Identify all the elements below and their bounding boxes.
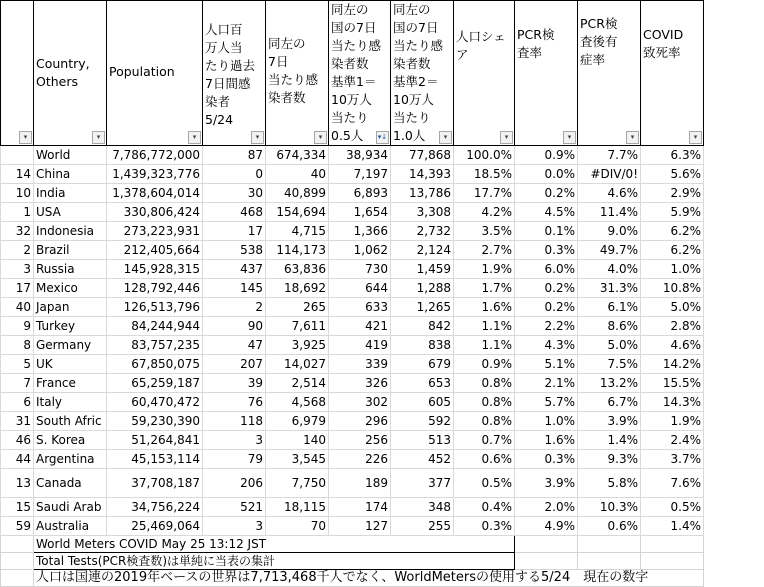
value-cell-death[interactable]: 6.3% <box>641 146 704 165</box>
table-row <box>1 336 704 355</box>
filter-dropdown-icon[interactable]: ▾ <box>251 131 264 144</box>
value-cell-pcr[interactable]: 0.2% <box>515 279 578 298</box>
value-cell-population[interactable]: 273,223,931 <box>107 222 203 241</box>
rank-cell[interactable]: 46 <box>1 431 34 450</box>
value-cell-p2[interactable]: 6,979 <box>266 412 329 431</box>
value-cell-population[interactable]: 25,469,064 <box>107 517 203 536</box>
value-cell-p4[interactable]: 77,868 <box>391 146 454 165</box>
rank-cell[interactable]: 5 <box>1 355 34 374</box>
value-cell-p3[interactable]: 421 <box>329 317 391 336</box>
value-cell-population[interactable]: 37,708,187 <box>107 469 203 498</box>
column-header-label: 人口百 万人当 たり過去 7日間感 染者 5/24 <box>205 22 256 127</box>
table-row <box>1 498 704 517</box>
country-cell[interactable]: UK <box>34 355 107 374</box>
rank-cell[interactable]: 31 <box>1 412 34 431</box>
column-header-p3[interactable] <box>329 1 391 146</box>
value-cell-p3[interactable]: 419 <box>329 336 391 355</box>
value-cell-p2[interactable]: 674,334 <box>266 146 329 165</box>
value-cell-p2[interactable]: 265 <box>266 298 329 317</box>
filter-dropdown-icon[interactable]: ▾ <box>188 131 201 144</box>
value-cell-p1[interactable]: 76 <box>203 393 266 412</box>
value-cell-p4[interactable]: 3,308 <box>391 203 454 222</box>
value-cell-p3[interactable]: 644 <box>329 279 391 298</box>
column-header-death[interactable] <box>641 1 704 146</box>
rank-cell[interactable]: 44 <box>1 450 34 469</box>
value-cell-pcrpos[interactable]: 5.0% <box>578 336 641 355</box>
column-header-pcrpos[interactable] <box>578 1 641 146</box>
table-row <box>1 203 704 222</box>
value-cell-pcrpos[interactable]: #DIV/0! <box>578 165 641 184</box>
value-cell-share[interactable]: 0.6% <box>454 450 515 469</box>
table-row <box>1 241 704 260</box>
value-cell-p2[interactable]: 14,027 <box>266 355 329 374</box>
value-cell-p1[interactable]: 2 <box>203 298 266 317</box>
table-row <box>1 469 704 498</box>
value-cell-pcrpos[interactable]: 6.7% <box>578 393 641 412</box>
value-cell-p3[interactable]: 1,654 <box>329 203 391 222</box>
value-cell-population[interactable]: 145,928,315 <box>107 260 203 279</box>
value-cell-p1[interactable]: 437 <box>203 260 266 279</box>
table-row <box>1 298 704 317</box>
value-cell-population[interactable]: 330,806,424 <box>107 203 203 222</box>
value-cell-pcrpos[interactable]: 6.1% <box>578 298 641 317</box>
value-cell-p3[interactable]: 1,062 <box>329 241 391 260</box>
value-cell-pcrpos[interactable]: 5.8% <box>578 469 641 498</box>
value-cell-death[interactable]: 14.2% <box>641 355 704 374</box>
table-row <box>1 146 704 165</box>
column-header-label: COVID 致死率 <box>643 27 684 60</box>
country-cell[interactable]: Japan <box>34 298 107 317</box>
value-cell-death[interactable]: 6.2% <box>641 222 704 241</box>
value-cell-p1[interactable]: 79 <box>203 450 266 469</box>
column-header-label: Population <box>109 64 175 79</box>
value-cell-population[interactable]: 212,405,664 <box>107 241 203 260</box>
table-row <box>1 279 704 298</box>
filter-dropdown-icon[interactable]: ▾ <box>689 131 702 144</box>
filter-dropdown-icon[interactable]: ▾ <box>314 131 327 144</box>
value-cell-pcr[interactable]: 1.0% <box>515 412 578 431</box>
value-cell-pcr[interactable]: 0.3% <box>515 241 578 260</box>
value-cell-share[interactable]: 0.4% <box>454 498 515 517</box>
rank-cell[interactable]: 17 <box>1 279 34 298</box>
table-row <box>1 412 704 431</box>
value-cell-share[interactable]: 0.5% <box>454 469 515 498</box>
value-cell-p1[interactable]: 87 <box>203 146 266 165</box>
value-cell-p3[interactable]: 256 <box>329 431 391 450</box>
value-cell-pcr[interactable]: 4.9% <box>515 517 578 536</box>
value-cell-pcrpos[interactable]: 10.3% <box>578 498 641 517</box>
value-cell-death[interactable]: 2.8% <box>641 317 704 336</box>
column-header-p4[interactable] <box>391 1 454 146</box>
value-cell-p3[interactable]: 6,893 <box>329 184 391 203</box>
note-source[interactable]: World Meters COVID May 25 13:12 JST <box>34 536 515 553</box>
value-cell-pcr[interactable]: 0.3% <box>515 450 578 469</box>
value-cell-death[interactable]: 2.4% <box>641 431 704 450</box>
value-cell-p1[interactable]: 145 <box>203 279 266 298</box>
value-cell-death[interactable]: 5.9% <box>641 203 704 222</box>
value-cell-p2[interactable]: 7,750 <box>266 469 329 498</box>
value-cell-p3[interactable]: 326 <box>329 374 391 393</box>
filter-dropdown-icon[interactable]: ▾ <box>626 131 639 144</box>
value-cell-death[interactable]: 5.6% <box>641 165 704 184</box>
value-cell-population[interactable]: 60,470,472 <box>107 393 203 412</box>
value-cell-pcrpos[interactable]: 49.7% <box>578 241 641 260</box>
value-cell-share[interactable]: 3.5% <box>454 222 515 241</box>
value-cell-population[interactable]: 126,513,796 <box>107 298 203 317</box>
country-cell[interactable]: Turkey <box>34 317 107 336</box>
value-cell-pcr[interactable]: 5.1% <box>515 355 578 374</box>
value-cell-p4[interactable]: 653 <box>391 374 454 393</box>
value-cell-population[interactable]: 7,786,772,000 <box>107 146 203 165</box>
rank-cell[interactable]: 7 <box>1 374 34 393</box>
rank-cell[interactable]: 3 <box>1 260 34 279</box>
value-cell-population[interactable]: 51,264,841 <box>107 431 203 450</box>
value-cell-share[interactable]: 0.8% <box>454 393 515 412</box>
value-cell-p4[interactable]: 592 <box>391 412 454 431</box>
value-cell-death[interactable]: 6.2% <box>641 241 704 260</box>
table-row <box>1 165 704 184</box>
column-header-label: PCR検 査率 <box>517 27 555 60</box>
column-header-population[interactable] <box>107 1 203 146</box>
value-cell-share[interactable]: 18.5% <box>454 165 515 184</box>
value-cell-death[interactable]: 4.6% <box>641 336 704 355</box>
value-cell-death[interactable]: 1.4% <box>641 517 704 536</box>
column-header-label: 同左の 国の7日 当たり感 染者数 基準2＝ 10万人 当たり 1.0人 <box>393 2 444 143</box>
value-cell-share[interactable]: 0.8% <box>454 374 515 393</box>
value-cell-share[interactable]: 17.7% <box>454 184 515 203</box>
table-row <box>1 317 704 336</box>
note-population[interactable]: 人口は国連の2019年ベースの世界は7,713,468千人でなく、WorldMetersの使用する5/24 現在の数字 <box>34 570 704 587</box>
value-cell-p3[interactable]: 339 <box>329 355 391 374</box>
value-cell-p2[interactable]: 18,692 <box>266 279 329 298</box>
value-cell-p2[interactable]: 114,173 <box>266 241 329 260</box>
value-cell-p2[interactable]: 63,836 <box>266 260 329 279</box>
value-cell-pcrpos[interactable]: 9.0% <box>578 222 641 241</box>
rank-cell[interactable]: 13 <box>1 469 34 498</box>
value-cell-share[interactable]: 100.0% <box>454 146 515 165</box>
country-cell[interactable]: Saudi Arab <box>34 498 107 517</box>
value-cell-p3[interactable]: 189 <box>329 469 391 498</box>
value-cell-p2[interactable]: 18,115 <box>266 498 329 517</box>
column-header-idx[interactable] <box>1 1 34 146</box>
filter-sort-icon[interactable]: ▾↓ <box>376 131 389 144</box>
value-cell-pcrpos[interactable]: 4.0% <box>578 260 641 279</box>
value-cell-p4[interactable]: 605 <box>391 393 454 412</box>
country-cell[interactable]: France <box>34 374 107 393</box>
value-cell-pcrpos[interactable]: 11.4% <box>578 203 641 222</box>
column-header-label: 人口シェ ア <box>456 29 506 62</box>
rank-cell[interactable]: 15 <box>1 498 34 517</box>
table-row <box>1 355 704 374</box>
value-cell-pcrpos[interactable]: 31.3% <box>578 279 641 298</box>
value-cell-pcr[interactable]: 2.2% <box>515 317 578 336</box>
value-cell-pcrpos[interactable]: 13.2% <box>578 374 641 393</box>
value-cell-p4[interactable]: 838 <box>391 336 454 355</box>
value-cell-death[interactable]: 1.0% <box>641 260 704 279</box>
value-cell-population[interactable]: 65,259,187 <box>107 374 203 393</box>
table-row <box>1 450 704 469</box>
country-cell[interactable]: Argentina <box>34 450 107 469</box>
value-cell-p4[interactable]: 1,459 <box>391 260 454 279</box>
value-cell-p3[interactable]: 127 <box>329 517 391 536</box>
value-cell-share[interactable]: 1.9% <box>454 260 515 279</box>
value-cell-p4[interactable]: 679 <box>391 355 454 374</box>
table-row <box>1 184 704 203</box>
table-row <box>1 260 704 279</box>
note-row-2 <box>1 553 704 570</box>
value-cell-p2[interactable]: 140 <box>266 431 329 450</box>
value-cell-p4[interactable]: 13,786 <box>391 184 454 203</box>
value-cell-p2[interactable]: 7,611 <box>266 317 329 336</box>
rank-cell[interactable]: 14 <box>1 165 34 184</box>
country-cell[interactable]: Australia <box>34 517 107 536</box>
column-header-pcr[interactable] <box>515 1 578 146</box>
value-cell-p3[interactable]: 226 <box>329 450 391 469</box>
value-cell-p4[interactable]: 452 <box>391 450 454 469</box>
value-cell-pcrpos[interactable]: 7.5% <box>578 355 641 374</box>
value-cell-pcrpos[interactable]: 3.9% <box>578 412 641 431</box>
value-cell-population[interactable]: 1,378,604,014 <box>107 184 203 203</box>
value-cell-pcrpos[interactable]: 1.4% <box>578 431 641 450</box>
value-cell-share[interactable]: 0.8% <box>454 412 515 431</box>
country-cell[interactable]: Russia <box>34 260 107 279</box>
country-cell[interactable]: S. Korea <box>34 431 107 450</box>
country-cell[interactable]: Germany <box>34 336 107 355</box>
value-cell-pcr[interactable]: 5.7% <box>515 393 578 412</box>
value-cell-p3[interactable]: 633 <box>329 298 391 317</box>
value-cell-p4[interactable]: 2,124 <box>391 241 454 260</box>
value-cell-p4[interactable]: 377 <box>391 469 454 498</box>
rank-cell[interactable]: 40 <box>1 298 34 317</box>
value-cell-pcr[interactable]: 2.0% <box>515 498 578 517</box>
country-cell[interactable]: Canada <box>34 469 107 498</box>
value-cell-pcr[interactable]: 3.9% <box>515 469 578 498</box>
value-cell-p3[interactable]: 296 <box>329 412 391 431</box>
value-cell-p1[interactable]: 538 <box>203 241 266 260</box>
value-cell-p2[interactable]: 4,715 <box>266 222 329 241</box>
value-cell-p2[interactable]: 4,568 <box>266 393 329 412</box>
value-cell-population[interactable]: 84,244,944 <box>107 317 203 336</box>
value-cell-p2[interactable]: 40 <box>266 165 329 184</box>
value-cell-p1[interactable]: 17 <box>203 222 266 241</box>
column-header-p2[interactable] <box>266 1 329 146</box>
value-cell-pcr[interactable]: 1.6% <box>515 431 578 450</box>
value-cell-death[interactable]: 5.0% <box>641 298 704 317</box>
column-header-share[interactable] <box>454 1 515 146</box>
value-cell-pcr[interactable]: 6.0% <box>515 260 578 279</box>
value-cell-pcr[interactable]: 0.2% <box>515 298 578 317</box>
value-cell-p3[interactable]: 730 <box>329 260 391 279</box>
value-cell-population[interactable]: 67,850,075 <box>107 355 203 374</box>
value-cell-share[interactable]: 0.7% <box>454 431 515 450</box>
value-cell-death[interactable]: 1.9% <box>641 412 704 431</box>
value-cell-share[interactable]: 0.9% <box>454 355 515 374</box>
value-cell-population[interactable]: 45,153,114 <box>107 450 203 469</box>
rank-cell[interactable]: 32 <box>1 222 34 241</box>
value-cell-p1[interactable]: 468 <box>203 203 266 222</box>
value-cell-death[interactable]: 2.9% <box>641 184 704 203</box>
value-cell-death[interactable]: 3.7% <box>641 450 704 469</box>
country-cell[interactable]: Italy <box>34 393 107 412</box>
value-cell-p4[interactable]: 1,265 <box>391 298 454 317</box>
country-cell[interactable]: Indonesia <box>34 222 107 241</box>
column-header-label: 同左の 7日 当たり感 染者数 <box>268 36 319 105</box>
value-cell-population[interactable]: 128,792,446 <box>107 279 203 298</box>
value-cell-death[interactable]: 10.8% <box>641 279 704 298</box>
value-cell-pcrpos[interactable]: 0.6% <box>578 517 641 536</box>
value-cell-p1[interactable]: 3 <box>203 431 266 450</box>
rank-cell[interactable]: 1 <box>1 203 34 222</box>
value-cell-p4[interactable]: 255 <box>391 517 454 536</box>
value-cell-p3[interactable]: 174 <box>329 498 391 517</box>
column-header-label: PCR検 査後有 症率 <box>580 16 618 67</box>
value-cell-p3[interactable]: 1,366 <box>329 222 391 241</box>
value-cell-pcr[interactable]: 0.0% <box>515 165 578 184</box>
value-cell-p4[interactable]: 842 <box>391 317 454 336</box>
value-cell-share[interactable]: 2.7% <box>454 241 515 260</box>
value-cell-p2[interactable]: 2,514 <box>266 374 329 393</box>
value-cell-share[interactable]: 1.6% <box>454 298 515 317</box>
value-cell-share[interactable]: 1.1% <box>454 336 515 355</box>
filter-dropdown-icon[interactable]: ▾ <box>439 131 452 144</box>
country-cell[interactable]: Brazil <box>34 241 107 260</box>
value-cell-share[interactable]: 4.2% <box>454 203 515 222</box>
note-tests[interactable]: Total Tests(PCR検査数)は単純に当表の集計 <box>34 553 515 570</box>
filter-dropdown-icon[interactable]: ▾ <box>19 131 32 144</box>
filter-dropdown-icon[interactable]: ▾ <box>563 131 576 144</box>
value-cell-death[interactable]: 0.5% <box>641 498 704 517</box>
value-cell-p1[interactable]: 207 <box>203 355 266 374</box>
value-cell-population[interactable]: 1,439,323,776 <box>107 165 203 184</box>
value-cell-p4[interactable]: 348 <box>391 498 454 517</box>
rank-cell[interactable]: 2 <box>1 241 34 260</box>
value-cell-p1[interactable]: 39 <box>203 374 266 393</box>
value-cell-p1[interactable]: 0 <box>203 165 266 184</box>
header-row <box>1 1 704 146</box>
value-cell-p1[interactable]: 118 <box>203 412 266 431</box>
value-cell-pcrpos[interactable]: 4.6% <box>578 184 641 203</box>
value-cell-p2[interactable]: 70 <box>266 517 329 536</box>
value-cell-p1[interactable]: 521 <box>203 498 266 517</box>
note-row-1 <box>1 536 704 553</box>
value-cell-share[interactable]: 1.7% <box>454 279 515 298</box>
table-row <box>1 431 704 450</box>
value-cell-p1[interactable]: 30 <box>203 184 266 203</box>
rank-cell[interactable]: 9 <box>1 317 34 336</box>
country-cell[interactable]: USA <box>34 203 107 222</box>
value-cell-pcr[interactable]: 4.5% <box>515 203 578 222</box>
value-cell-population[interactable]: 59,230,390 <box>107 412 203 431</box>
country-cell[interactable]: South Afric <box>34 412 107 431</box>
value-cell-p2[interactable]: 3,545 <box>266 450 329 469</box>
value-cell-share[interactable]: 0.3% <box>454 517 515 536</box>
value-cell-pcr[interactable]: 0.1% <box>515 222 578 241</box>
value-cell-p3[interactable]: 38,934 <box>329 146 391 165</box>
rank-cell[interactable] <box>1 146 34 165</box>
table-row <box>1 393 704 412</box>
country-cell[interactable]: India <box>34 184 107 203</box>
value-cell-death[interactable]: 14.3% <box>641 393 704 412</box>
rank-cell[interactable]: 10 <box>1 184 34 203</box>
value-cell-p2[interactable]: 40,899 <box>266 184 329 203</box>
value-cell-p1[interactable]: 206 <box>203 469 266 498</box>
rank-cell[interactable]: 6 <box>1 393 34 412</box>
value-cell-p2[interactable]: 3,925 <box>266 336 329 355</box>
value-cell-p2[interactable]: 154,694 <box>266 203 329 222</box>
value-cell-pcrpos[interactable]: 8.6% <box>578 317 641 336</box>
column-header-label: Country, Others <box>36 56 90 89</box>
filter-dropdown-icon[interactable]: ▾ <box>92 131 105 144</box>
column-header-p1[interactable] <box>203 1 266 146</box>
value-cell-p3[interactable]: 302 <box>329 393 391 412</box>
filter-dropdown-icon[interactable]: ▾ <box>500 131 513 144</box>
column-header-country[interactable] <box>34 1 107 146</box>
value-cell-p1[interactable]: 47 <box>203 336 266 355</box>
rank-cell[interactable]: 8 <box>1 336 34 355</box>
rank-cell[interactable]: 59 <box>1 517 34 536</box>
table-row <box>1 222 704 241</box>
value-cell-p1[interactable]: 90 <box>203 317 266 336</box>
value-cell-death[interactable]: 15.5% <box>641 374 704 393</box>
value-cell-population[interactable]: 34,756,224 <box>107 498 203 517</box>
value-cell-death[interactable]: 7.6% <box>641 469 704 498</box>
value-cell-pcr[interactable]: 0.9% <box>515 146 578 165</box>
value-cell-p4[interactable]: 513 <box>391 431 454 450</box>
value-cell-p3[interactable]: 7,197 <box>329 165 391 184</box>
column-header-label: 同左の 国の7日 当たり感 染者数 基準1＝ 10万人 当たり 0.5人 <box>331 2 382 143</box>
value-cell-pcr[interactable]: 4.3% <box>515 336 578 355</box>
value-cell-population[interactable]: 83,757,235 <box>107 336 203 355</box>
value-cell-pcr[interactable]: 2.1% <box>515 374 578 393</box>
value-cell-pcrpos[interactable]: 9.3% <box>578 450 641 469</box>
table-row <box>1 374 704 393</box>
value-cell-p4[interactable]: 1,288 <box>391 279 454 298</box>
country-cell[interactable]: World <box>34 146 107 165</box>
value-cell-share[interactable]: 1.1% <box>454 317 515 336</box>
value-cell-p1[interactable]: 3 <box>203 517 266 536</box>
country-cell[interactable]: China <box>34 165 107 184</box>
value-cell-p4[interactable]: 14,393 <box>391 165 454 184</box>
value-cell-pcrpos[interactable]: 7.7% <box>578 146 641 165</box>
value-cell-pcr[interactable]: 0.2% <box>515 184 578 203</box>
country-cell[interactable]: Mexico <box>34 279 107 298</box>
table-row <box>1 517 704 536</box>
value-cell-p4[interactable]: 2,732 <box>391 222 454 241</box>
